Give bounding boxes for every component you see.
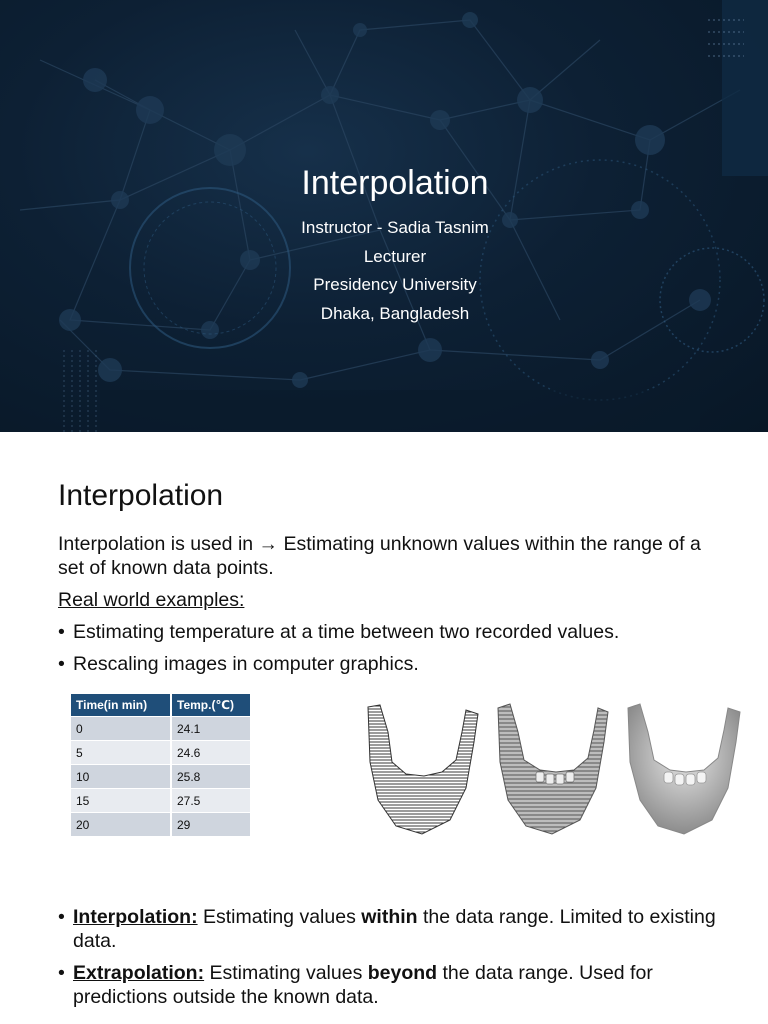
definition-part: the data range. Used for predictions outside the known data. (73, 962, 653, 1008)
definition-part: Estimating values (197, 906, 362, 928)
instructor-line: Instructor - Sadia Tasnim (301, 218, 489, 237)
bullet-icon: • (58, 962, 65, 984)
definition-part: the data range. Limited to existing data. (73, 906, 716, 952)
table-cell: 20 (71, 813, 171, 837)
table-row (71, 717, 251, 741)
location-line: Dhaka, Bangladesh (320, 304, 470, 323)
table-cell: 27.5 (171, 789, 251, 813)
jaw-high-resolution (628, 704, 740, 834)
table-header-row (71, 694, 251, 717)
table-row (71, 789, 251, 813)
definition-emphasis: beyond (367, 962, 438, 984)
jaw-medium-resolution (498, 704, 608, 834)
bullet-icon: • (58, 653, 65, 675)
definition-term: Interpolation: (73, 906, 198, 928)
title-slide (0, 0, 768, 432)
table-cell: 24.6 (171, 741, 251, 765)
definition-term: Extrapolation: (73, 962, 205, 984)
list-item (58, 652, 738, 676)
table-cell: 10 (71, 765, 171, 789)
temperature-table (71, 694, 252, 836)
column-header-time: Time(in min) (71, 694, 171, 717)
arrow-icon: → (258, 533, 279, 555)
definition-item-extrapolation (58, 961, 728, 1009)
university-line: Presidency University (313, 275, 477, 294)
list-item (58, 620, 738, 644)
content-slide (0, 432, 768, 1024)
bullet-icon: • (58, 621, 65, 643)
example-text: Estimating temperature at a time between two recorded values. (73, 621, 620, 643)
table-cell: 15 (71, 789, 171, 813)
table-row (71, 813, 251, 837)
bullet-icon: • (58, 906, 65, 928)
table-cell: 5 (71, 741, 171, 765)
table-cell: 29 (171, 813, 251, 837)
intro-text-before: Interpolation is used in (58, 533, 259, 555)
network-background-graphic (0, 0, 768, 432)
definition-item-interpolation (58, 905, 728, 953)
slide-heading: Interpolation (58, 479, 224, 512)
table-row (71, 741, 251, 765)
position-line: Lecturer (363, 247, 427, 266)
table-cell: 24.1 (171, 717, 251, 741)
definition-emphasis: within (361, 906, 418, 928)
jaw-rescaling-images (362, 702, 744, 842)
intro-paragraph (58, 532, 718, 580)
table-cell: 0 (71, 717, 171, 741)
definition-text (73, 961, 728, 1009)
column-header-temp: Temp.(℃) (171, 694, 251, 717)
example-text: Rescaling images in computer graphics. (73, 653, 419, 675)
table-cell: 25.8 (171, 765, 251, 789)
intro-text-after: Estimating unknown values within the range of a set of known data points. (58, 533, 701, 579)
examples-label: Real world examples: (58, 589, 245, 611)
jaw-low-resolution (368, 705, 478, 834)
definition-text (73, 905, 728, 953)
table-row (71, 765, 251, 789)
definition-part: Estimating values (204, 962, 368, 984)
slide-title: Interpolation (301, 164, 489, 202)
